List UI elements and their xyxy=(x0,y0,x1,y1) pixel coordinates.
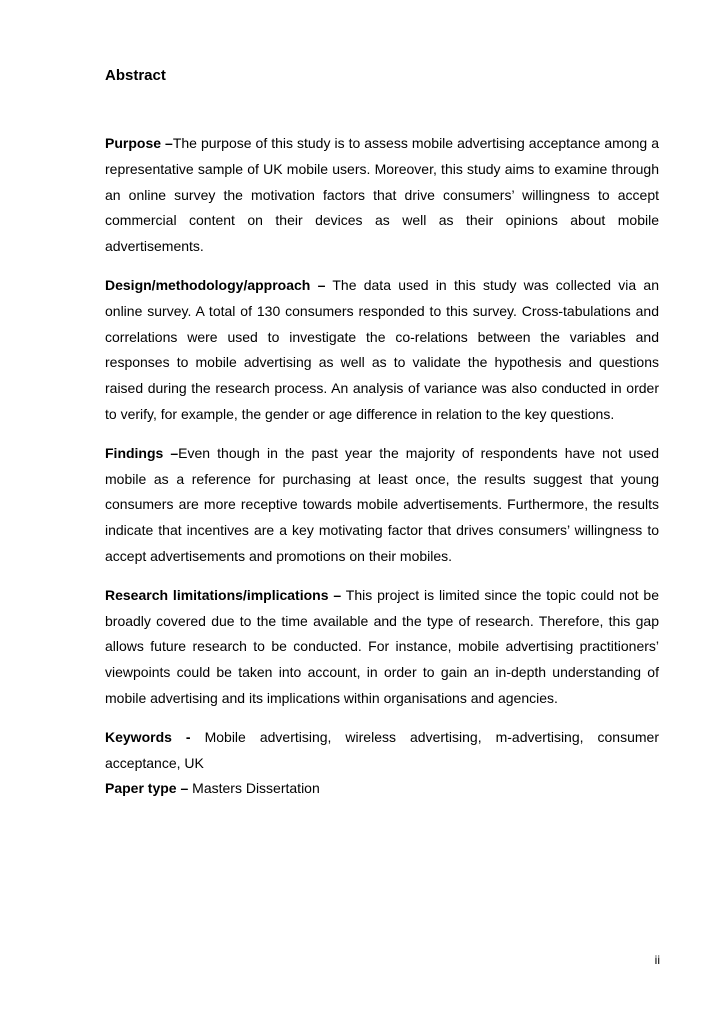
paper-type-paragraph xyxy=(105,776,659,802)
keywords-text: Mobile advertising, wireless advertising, m-advertising, consumer acceptance, UK xyxy=(105,728,659,771)
purpose-paragraph xyxy=(105,131,659,260)
limitations-text: This project is limited since the topic could not be broadly covered due to the time available and the type of research. Therefore, this gap allows future research to be conducted. For instance, mobile advertising practitioners’ viewpoints could be taken into account, in order to gain an in-depth understanding of mobile advertising and its implications within organisations and agencies. xyxy=(105,586,659,706)
purpose-text: The purpose of this study is to assess mobile advertising acceptance among a representative sample of UK mobile users. Moreover, this study aims to examine through an online survey the motivation factors that drive consumers’ willingness to accept commercial content on their devices as well as their opinions about mobile advertisements. xyxy=(105,135,659,255)
keywords-paragraph xyxy=(105,725,659,777)
findings-label: Findings – xyxy=(105,444,179,461)
keywords-label: Keywords - xyxy=(105,728,191,745)
findings-paragraph xyxy=(105,441,659,570)
purpose-label: Purpose – xyxy=(105,135,173,151)
limitations-label: Research limitations/implications – xyxy=(105,586,342,603)
paper-type-text: Masters Dissertation xyxy=(188,780,320,797)
design-label: Design/methodology/approach – xyxy=(105,276,326,293)
findings-text: Even though in the past year the majority of respondents have not used mobile as a reference for purchasing at least once, the results suggest that young consumers are more receptive towards mobile advertisements. Furthermore, the results indicate that incentives are a key motivating factor that drives consumers’ willingness to accept advertisements and promotions on their mobiles. xyxy=(105,444,660,564)
paper-type-label: Paper type – xyxy=(105,780,189,797)
abstract-heading: Abstract xyxy=(105,67,166,84)
abstract-content xyxy=(105,64,659,802)
design-text: The data used in this study was collected via an online survey. A total of 130 consumers responded to this survey. Cross-tabulations and correlations were used to investigate the co-relations between the variables and responses to mobile advertising as well as to validate the hypothesis and questions raised during the research process. An analysis of variance was also conducted in order to verify, for example, the gender or age difference in relation to the key questions. xyxy=(105,276,660,422)
limitations-paragraph xyxy=(105,583,659,712)
design-paragraph xyxy=(105,273,659,428)
page-number: ii xyxy=(654,953,660,967)
